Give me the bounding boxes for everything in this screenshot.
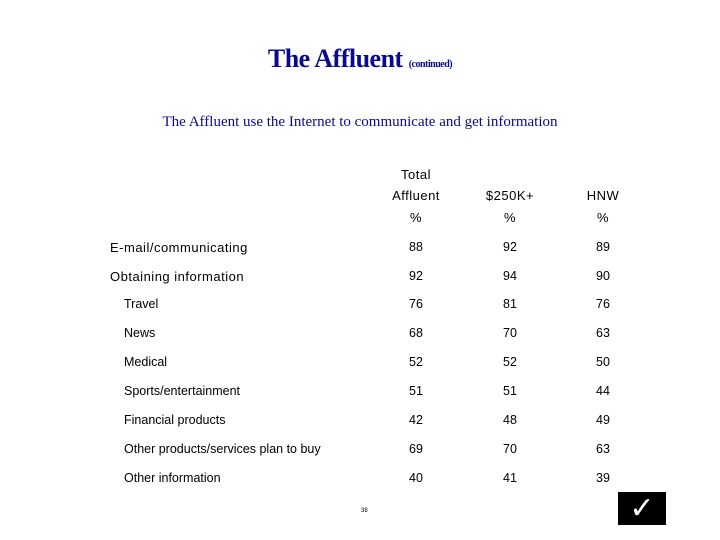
row-label: Other information [124, 471, 221, 485]
cell-hnw: 90 [596, 269, 610, 283]
cell-total: 76 [409, 297, 423, 311]
page-number: 38 [361, 508, 368, 514]
cell-250k: 48 [503, 413, 517, 427]
row-label: Other products/services plan to buy [124, 442, 321, 456]
title-main: The Affluent [267, 44, 403, 73]
table-row [0, 269, 720, 289]
cell-total: 92 [409, 269, 423, 283]
col-header-hnw-unit: % [596, 210, 610, 225]
cell-hnw: 89 [596, 240, 610, 254]
row-label: Sports/entertainment [124, 384, 241, 398]
cell-250k: 41 [503, 471, 517, 485]
page-title [0, 44, 720, 74]
col-header-total-unit: % [409, 210, 423, 225]
col-header-total-line1: Total [401, 167, 431, 182]
cell-250k: 92 [503, 240, 517, 254]
page-subtitle: The Affluent use the Internet to communicate and get information [162, 114, 558, 130]
row-label: Travel [124, 297, 159, 311]
cell-250k: 52 [503, 355, 517, 369]
table-row [0, 413, 720, 433]
cell-250k: 70 [503, 442, 517, 456]
cell-250k: 70 [503, 326, 517, 340]
table-row [0, 240, 720, 260]
table-row [0, 355, 720, 375]
cell-250k: 81 [503, 297, 517, 311]
col-header-total-line2: Affluent [392, 188, 440, 203]
row-label: News [124, 326, 156, 340]
cell-total: 51 [409, 384, 423, 398]
cell-total: 88 [409, 240, 423, 254]
table-row [0, 297, 720, 317]
cell-hnw: 63 [596, 442, 610, 456]
cell-250k: 94 [503, 269, 517, 283]
table-row [0, 326, 720, 346]
row-label: Obtaining information [110, 269, 245, 284]
col-header-250k: $250K+ [485, 188, 535, 203]
table-row [0, 384, 720, 404]
col-header-250k-unit: % [503, 210, 517, 225]
check-icon[interactable]: ✓ [618, 492, 666, 525]
cell-hnw: 39 [596, 471, 610, 485]
title-continued: (continued) [408, 59, 453, 70]
cell-hnw: 63 [596, 326, 610, 340]
cell-hnw: 76 [596, 297, 610, 311]
cell-hnw: 50 [596, 355, 610, 369]
row-label: Medical [124, 355, 168, 369]
col-header-hnw: HNW [586, 188, 620, 203]
cell-total: 40 [409, 471, 423, 485]
cell-total: 68 [409, 326, 423, 340]
cell-total: 42 [409, 413, 423, 427]
row-label: E-mail/communicating [110, 240, 248, 255]
cell-hnw: 44 [596, 384, 610, 398]
table-row [0, 471, 720, 491]
cell-total: 52 [409, 355, 423, 369]
row-label: Financial products [124, 413, 226, 427]
table-row [0, 442, 720, 462]
cell-total: 69 [409, 442, 423, 456]
cell-250k: 51 [503, 384, 517, 398]
cell-hnw: 49 [596, 413, 610, 427]
